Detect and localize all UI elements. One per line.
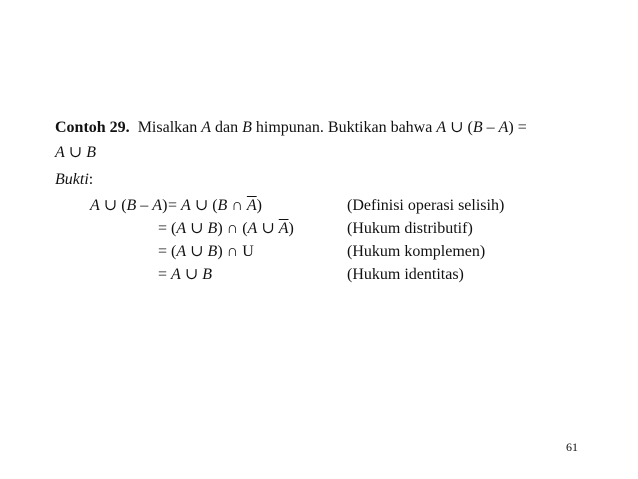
complement-a: $\overline{A}$ [246, 197, 257, 214]
set-a: A [176, 243, 187, 260]
set-a: A [201, 119, 212, 136]
example-label: Contoh 29. [55, 119, 130, 136]
step4-reason: (Hukum identitas) [347, 266, 464, 283]
proof-step-4 [158, 265, 212, 285]
lhs-text-1: ∪ ( [99, 197, 127, 214]
proof-step-3 [158, 242, 254, 262]
proof-step-1 [168, 196, 262, 216]
set-b: B [242, 119, 252, 136]
set-a: A [498, 119, 509, 136]
union-text: ∪ [64, 144, 87, 161]
statement-text-3: himpunan. Buktikan bahwa [251, 119, 437, 136]
step2-text-2: ∪ [186, 220, 208, 237]
step3-text-3: ) ∩ U [217, 243, 254, 260]
set-a: A [436, 119, 447, 136]
proof-heading-colon: : [88, 171, 94, 188]
set-a: A [90, 197, 100, 214]
page-number: 61 [566, 440, 578, 454]
set-b: B [207, 220, 218, 237]
lhs-text-3: ) [162, 197, 168, 214]
statement-text-4: ∪ ( [446, 119, 473, 136]
proof-heading-text: Bukti [55, 171, 89, 188]
step1-text-2: ∪ ( [190, 197, 218, 214]
set-b: B [472, 119, 483, 136]
step2-text-4: ∪ [257, 220, 279, 237]
proof-lhs [90, 196, 167, 216]
set-b: B [202, 266, 212, 283]
proof-heading [55, 170, 93, 190]
lhs-text-2: – [136, 197, 153, 214]
step2-text-5: ) [288, 220, 294, 237]
example-statement [55, 118, 527, 138]
statement-text-6: ) = [508, 119, 527, 136]
step3-reason: (Hukum komplemen) [347, 243, 486, 260]
statement-text-5: – [482, 119, 499, 136]
step1-text-1: = [168, 197, 182, 214]
set-b: B [207, 243, 218, 260]
complement-a: $\overline{A}$ [278, 220, 289, 237]
step1-reason: (Definisi operasi selisih) [347, 197, 505, 214]
set-a: A [152, 197, 163, 214]
set-b: B [86, 144, 96, 161]
step1-text-4: ) [256, 197, 262, 214]
step1-text-3: ∩ [227, 197, 247, 214]
step2-text-3: ) ∩ ( [217, 220, 248, 237]
statement-text-2: dan [211, 119, 243, 136]
set-a: A [181, 197, 191, 214]
statement-text-1: Misalkan [137, 119, 202, 136]
step3-text-2: ∪ [186, 243, 208, 260]
proof-step-2 [158, 219, 294, 239]
step2-text-1: = ( [158, 220, 177, 237]
example-statement-continued [55, 143, 96, 163]
set-a: A [171, 266, 181, 283]
set-a: A [55, 144, 65, 161]
step3-text-1: = ( [158, 243, 177, 260]
set-a: A [247, 220, 258, 237]
step2-reason: (Hukum distributif) [347, 220, 473, 237]
set-a: A [176, 220, 187, 237]
step4-text-1: = [158, 266, 172, 283]
set-b: B [217, 197, 228, 214]
step4-text-2: ∪ [180, 266, 203, 283]
set-b: B [126, 197, 137, 214]
